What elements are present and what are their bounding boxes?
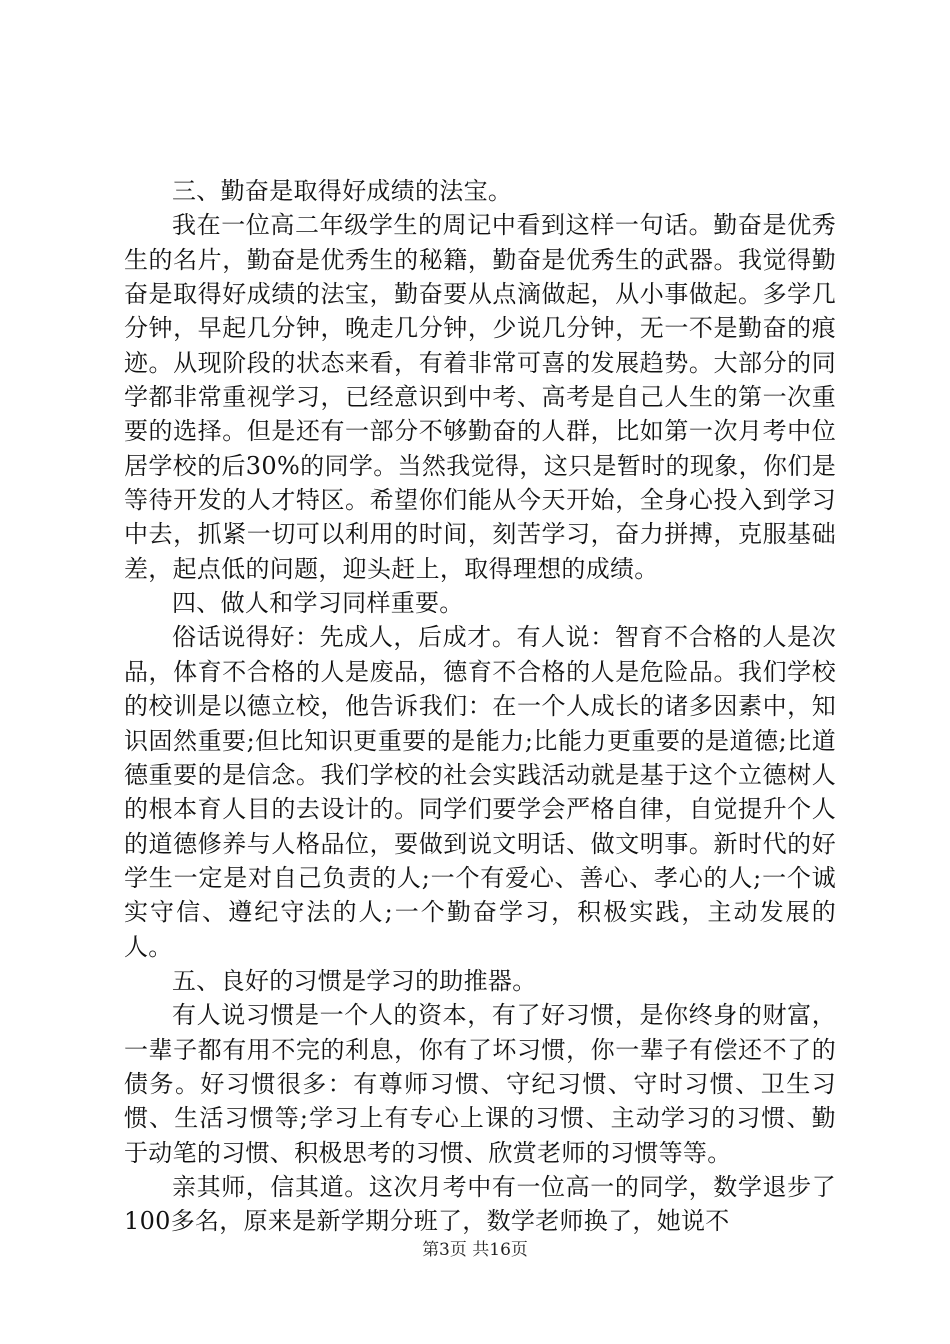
paragraph: 亲其师，信其道。这次月考中有一位高一的同学，数学退步了100多名，原来是新学期分班了，数学老师换了，她说不 — [124, 1172, 836, 1236]
document-body — [124, 174, 836, 1239]
paragraph: 我在一位高二年级学生的周记中看到这样一句话。勤奋是优秀生的名片，勤奋是优秀生的秘籍，勤奋是优秀生的武器。我觉得勤奋是取得好成绩的法宝，勤奋要从点滴做起，从小事做起。多学几分钟，早起几分钟，晚走几分钟，少说几分钟，无一不是勤奋的痕迹。从现阶段的状态来看，有着非常可喜的发展趋势。大部分的同学都非常重视学习，已经意识到中考、高考是自己人生的第一次重要的选择。但是还有一部分不够勤奋的人群，比如第一次月考中位居学校的后30%的同学。当然我觉得，这只是暂时的现象，你们是等待开发的人才特区。希望你们能从今天开始，全身心投入到学习中去，抓紧一切可以利用的时间，刻苦学习，奋力拼搏，克服基础差，起点低的问题，迎头赶上，取得理想的成绩。 — [124, 211, 836, 583]
section-heading-3: 三、勤奋是取得好成绩的法宝。 — [172, 177, 513, 205]
page-footer — [0, 1238, 950, 1262]
section-heading-5: 五、良好的习惯是学习的助推器。 — [172, 966, 537, 995]
paragraph: 有人说习惯是一个人的资本，有了好习惯，是你终身的财富，一辈子都有用不完的利息，你有了坏习惯，你一辈子有偿还不了的债务。好习惯很多：有尊师习惯、守纪习惯、守时习惯、卫生习惯、生活习惯等;学习上有专心上课的习惯、主动学习的习惯、勤于动笔的习惯、积极思考的习惯、欣赏老师的习惯等等。 — [124, 1001, 836, 1167]
paragraph: 俗话说得好：先成人，后成才。有人说：智育不合格的人是次品，体育不合格的人是废品，德育不合格的人是危险品。我们学校的校训是以德立校，他告诉我们：在一个人成长的诸多因素中，知识固然重要;但比知识更重要的是能力;比能力更重要的是道德;比道德重要的是信念。我们学校的社会实践活动就是基于这个立德树人的根本育人目的去设计的。同学们要学会严格自律，自觉提升个人的道德修养与人格品位，要做到说文明话、做文明事。新时代的好学生一定是对自己负责的人;一个有爱心、善心、孝心的人;一个诚实守信、遵纪守法的人;一个勤奋学习，积极实践，主动发展的人。 — [124, 623, 836, 961]
section-heading-4: 四、做人和学习同样重要。 — [172, 589, 464, 618]
page-number: 第3页 共16页 — [422, 1240, 528, 1260]
